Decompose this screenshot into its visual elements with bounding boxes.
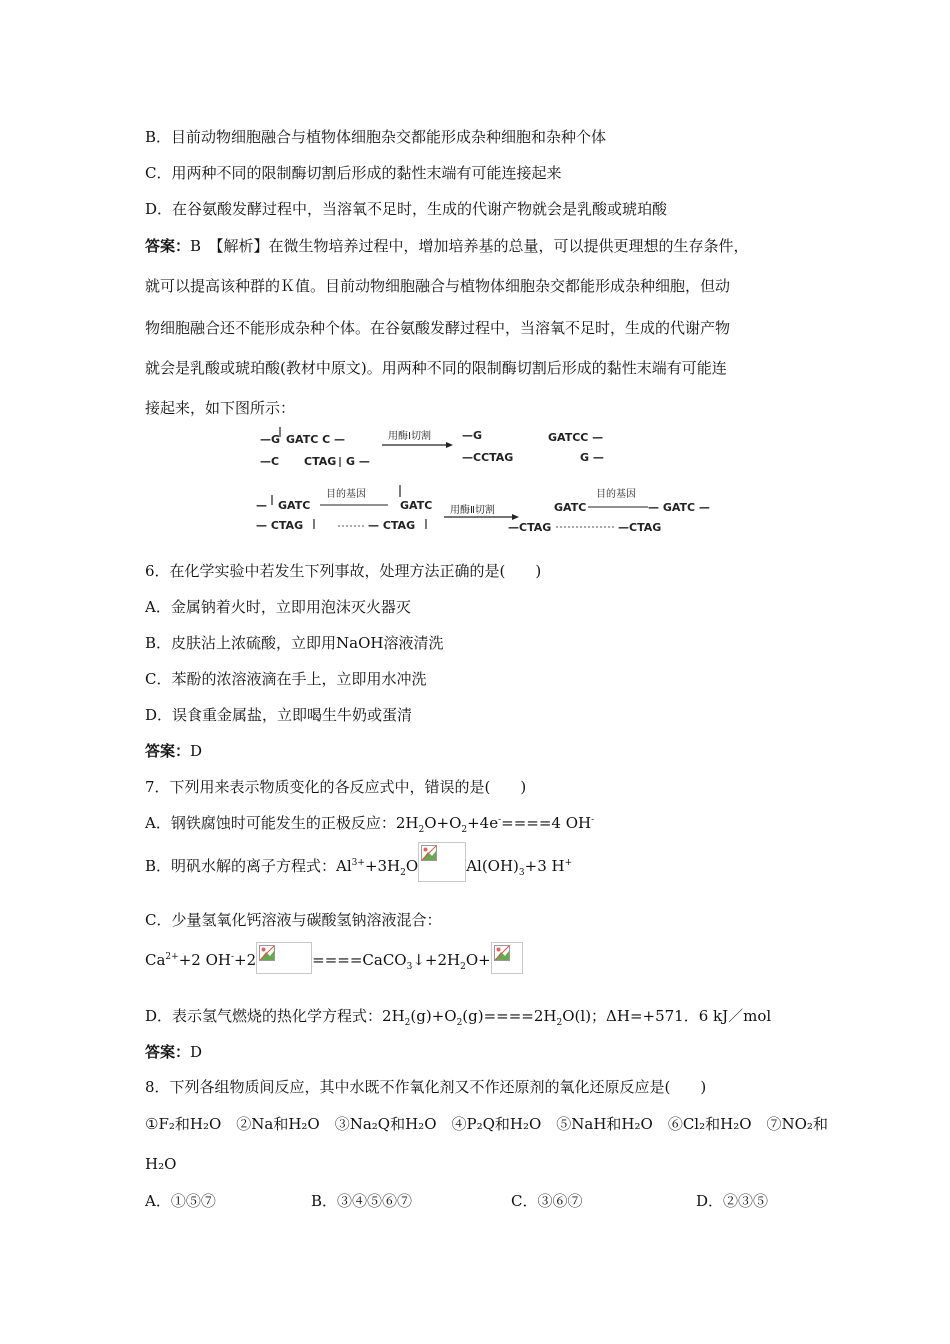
q8-stem: 8．下列各组物质间反应，其中水既不作氧化剂又不作还原剂的氧化还原反应是( ) [145,1078,707,1096]
restriction-enzyme-diagram [250,425,720,545]
arrow-head-icon [446,442,453,448]
q8-option-c: C．③⑥⑦ [511,1192,583,1210]
dna-strand-label: —CTAG [618,521,662,534]
dna-strand-label: GATC [400,499,433,512]
q8-items: ①F₂和H₂O ②Na和H₂O ③Na₂Q和H₂O ④P₂Q和H₂O ⑤NaH和H₂O ⑥Cl₂和H₂O ⑦NO₂和 [145,1115,828,1133]
q6-option-c: C．苯酚的浓溶液滴在手上，立即用水冲洗 [145,670,427,688]
q8-option-d: D．②③⑤ [696,1192,769,1210]
q7-option-b: B．明矾水解的离子方程式：$Al^{3+}+3H_2O$ $Al(OH)_3+3$ H+ [145,852,572,882]
answer-label: 答案： [145,742,191,760]
answer-label: 答案： [145,237,191,255]
q8-option-a: A．①⑤⑦ [145,1192,216,1210]
q7-stem: 7．下列用来表示物质变化的各反应式中，错误的是( ) [145,778,527,796]
q5-explanation-line-5: 接起来，如下图所示： [145,399,296,417]
dna-strand-label: — GATC — [648,501,710,514]
dna-strand-label: GATC [554,501,587,514]
target-gene-label: 目的基因 [326,489,366,500]
dna-strand-label: GATCC — [548,431,604,444]
dna-strand-label: GATC C — [286,433,345,446]
dna-strand-label: — CTAG [368,519,416,532]
q7-option-c-equation: $Ca^{2+}+2$ OH-+2 $====CaCO_3↓+2H_2O+$ [145,948,523,974]
q5-option-d: D．在谷氨酸发酵过程中，当溶氧不足时，生成的代谢产物就会是乳酸或琥珀酸 [145,200,668,218]
q6-option-b: B．皮肤沾上浓硫酸，立即用NaOH溶液清洗 [145,634,444,652]
dna-strand-label: G — [346,455,370,468]
answer-label: 答案： [145,1043,191,1061]
q5-explanation-line-2: 就可以提高该种群的Ｋ值。目前动物细胞融合与植物体细胞杂交都能形成杂种细胞，但动 [145,277,731,295]
dna-strand-label: —G [462,429,483,442]
q5-explanation-line-4: 就会是乳酸或琥珀酸(教材中原文)。用两种不同的限制酶切割后形成的黏性末端有可能连 [145,359,727,377]
q7-option-a: A．钢铁腐蚀时可能发生的正极反应：$2H_2O+O_2+4e^-====4$ OH- [145,814,595,835]
q7-option-d: D．表示氢气燃烧的热化学方程式：$2H_2(g)+O_2(g)====2H_2O(l)$；ΔH=+571．6 kJ／mol [145,1007,772,1028]
target-gene-label: 目的基因 [596,489,636,500]
q6-option-a: A．金属钠着火时，立即用泡沫灭火器灭 [145,598,411,616]
dna-strand-label: — [256,499,267,512]
dna-strand-label: —CTAG [508,521,552,534]
q5-option-b: B．目前动物细胞融合与植物体细胞杂交都能形成杂种细胞和杂种个体 [145,128,607,146]
enzyme-label: 用酶Ⅰ切割 [388,431,431,442]
q5-answer-line [145,236,749,256]
q5-option-c: C．用两种不同的限制酶切割后形成的黏性末端有可能连接起来 [145,164,562,182]
dna-strand-label: —G [260,433,281,446]
enzyme-label: 用酶Ⅱ切割 [450,505,495,516]
q7-option-c: C．少量氢氧化钙溶液与碳酸氢钠溶液混合： [145,911,442,929]
dna-strand-label: —CCTAG [462,451,514,464]
q5-answer-explanation: B 【解析】在微生物培养过程中，增加培养基的总量，可以提供更理想的生存条件， [190,237,749,255]
arrow-head-icon [512,514,519,520]
q5-explanation-line-3: 物细胞融合还不能形成杂种个体。在谷氨酸发酵过程中，当溶氧不足时，生成的代谢产物 [145,319,731,337]
q6-stem: 6．在化学实验中若发生下列事故，处理方法正确的是( ) [145,562,542,580]
q6-answer-line [145,741,202,761]
missing-image-icon [491,942,523,974]
q6-answer: D [190,742,203,760]
q8-option-b: B．③④⑤⑥⑦ [311,1192,413,1210]
dna-strand-label: —C [260,455,280,468]
q7-answer-line [145,1042,202,1062]
q8-items-wrap: H₂O [145,1155,177,1173]
q7-answer: D [190,1043,203,1061]
dna-strand-label: — CTAG [256,519,304,532]
q6-option-d: D．误食重金属盐，立即喝生牛奶或蛋清 [145,706,413,724]
missing-image-icon [256,942,312,974]
dna-strand-label: GATC [278,499,311,512]
dna-strand-label: G — [580,451,604,464]
dna-strand-label: CTAG [304,455,337,468]
missing-image-icon [418,842,466,882]
